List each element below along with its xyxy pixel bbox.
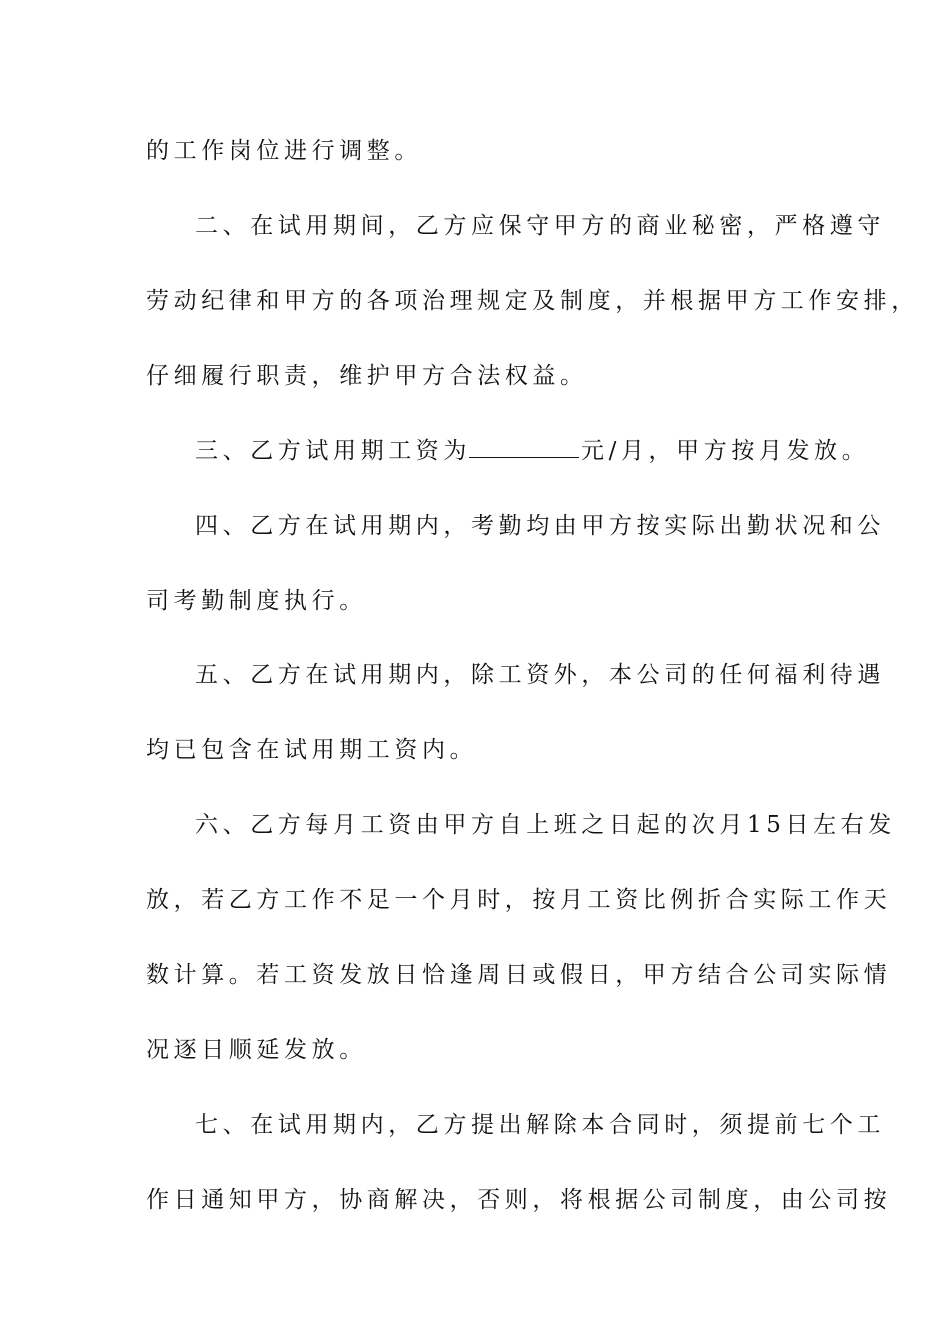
paragraph-line: 数计算。若工资发放日恰逢周日或假日，甲方结合公司实际情 <box>146 962 892 988</box>
paragraph-line: 均已包含在试用期工资内。 <box>146 737 478 763</box>
salary-blank-field <box>469 437 579 458</box>
paragraph-line: 六、乙方每月工资由甲方自上班之日起的次月15日左右发 <box>195 812 896 838</box>
paragraph-line: 七、在试用期内，乙方提出解除本合同时，须提前七个工 <box>195 1112 885 1138</box>
paragraph-line: 五、乙方在试用期内，除工资外，本公司的任何福利待遇 <box>195 662 885 688</box>
paragraph-line: 四、乙方在试用期内，考勤均由甲方按实际出勤状况和公 <box>195 513 885 539</box>
paragraph-line: 司考勤制度执行。 <box>146 588 367 614</box>
paragraph-line: 仔细履行职责，维护甲方合法权益。 <box>146 363 588 389</box>
salary-text-after: 元/月，甲方按月发放。 <box>581 438 870 464</box>
paragraph-line: 的工作岗位进行调整。 <box>146 138 422 164</box>
paragraph-line: 劳动纪律和甲方的各项治理规定及制度，并根据甲方工作安排， <box>146 288 919 314</box>
paragraph-line: 二、在试用期间，乙方应保守甲方的商业秘密，严格遵守 <box>195 213 885 239</box>
salary-line <box>195 436 875 466</box>
paragraph-line: 作日通知甲方，协商解决，否则，将根据公司制度，由公司按 <box>146 1187 892 1213</box>
paragraph-line: 放，若乙方工作不足一个月时，按月工资比例折合实际工作天 <box>146 887 892 913</box>
paragraph-line: 况逐日顺延发放。 <box>146 1037 367 1063</box>
salary-text-before: 三、乙方试用期工资为 <box>195 438 471 464</box>
